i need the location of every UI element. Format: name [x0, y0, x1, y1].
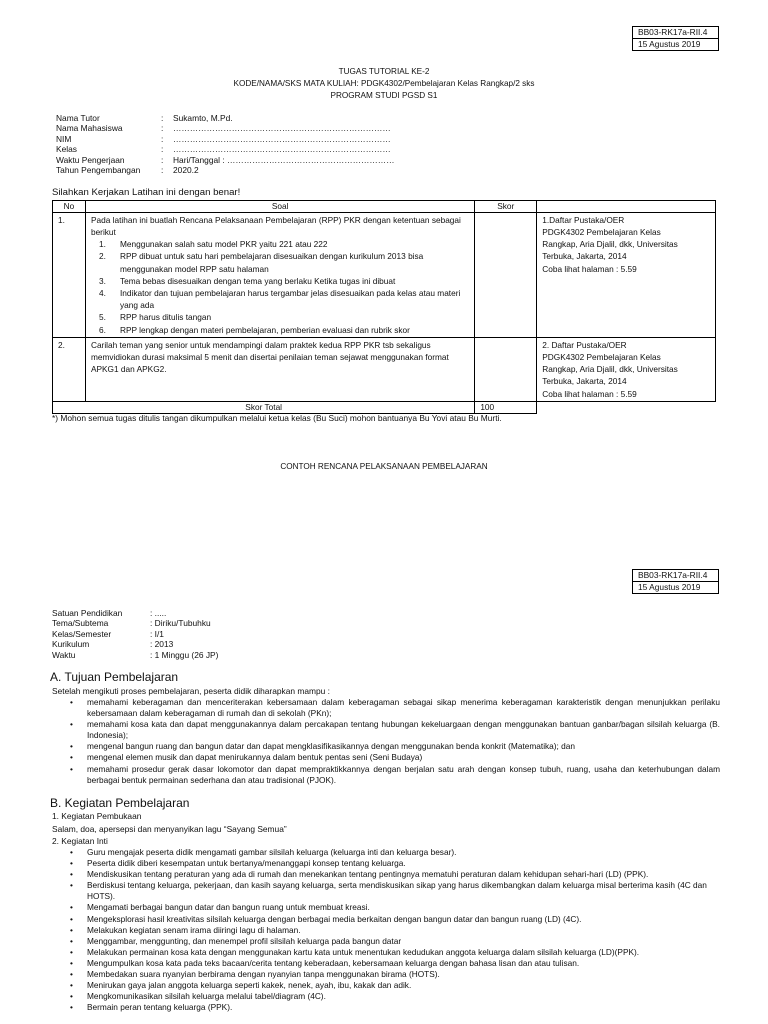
item-text: Indikator dan tujuan pembelajaran harus tergambar jelas disesuaikan pada kelas atau materi yang ada: [119, 288, 461, 311]
list-item: [70, 980, 720, 991]
table-header-row: [53, 201, 716, 213]
document-code-box: [632, 569, 719, 594]
score-cell: [475, 212, 537, 337]
reference-cell: [537, 337, 716, 401]
bullet: •: [70, 924, 73, 935]
info-value: : I/1: [150, 628, 164, 639]
list-item: [70, 1002, 720, 1013]
bullet: •: [70, 913, 73, 924]
document-date: 15 Agustus 2019: [633, 581, 719, 593]
reference-line: Terbuka, Jakarta, 2014: [542, 376, 627, 387]
info-sep: :: [161, 113, 164, 123]
item-text: Mendiskusikan tentang peraturan yang ada di rumah dan menekankan tentang pentingnya mematuhi peraturan dalam kehidupan sehari-hari (LD) (PPK).: [87, 869, 649, 880]
info-value: Hari/Tanggal : ……………………………………………………: [173, 154, 395, 165]
item-text: mengenal bangun ruang dan bangun datar dan dapat mengklasifikasikannya dengan menggunakan benda konkrit (Matematika); dan: [87, 741, 576, 752]
bullet: •: [70, 946, 73, 957]
info-key: Kelas/Semester: [52, 628, 112, 639]
table-row: [53, 337, 716, 401]
table-row: [53, 212, 716, 337]
item-text: memahami prosedur gerak dasar lokomotor dan dapat mempraktikkannya dengan berjalan satu arah dengan konsep tubuh, ruang, usaha dan keterhubungan dalam berbagai bentuk permainan sederhana dan atau tradisional (PJOK).: [87, 763, 720, 785]
bullet: •: [70, 957, 73, 968]
item-text: mengenal elemen musik dan dapat menirukannya dalam bentuk pentas seni (Seni Budaya): [87, 752, 423, 763]
info-key: Satuan Pendidikan: [52, 608, 123, 618]
question-cell: [85, 212, 474, 337]
list-item: [70, 869, 720, 880]
bullet: •: [70, 752, 73, 763]
total-label: Skor Total: [53, 401, 475, 413]
list-item: [70, 925, 720, 936]
bullet: •: [70, 697, 73, 707]
item-text: Melakukan permainan kosa kata dengan menggunakan kartu kata untuk menentukan kedudukan anggota keluarga dalam silsilah keluarga (LD)(PPK).: [87, 946, 640, 957]
header-soal: Soal: [85, 201, 474, 213]
info-key: NIM: [56, 133, 72, 144]
item-text: Mengeksplorasi hasil kreativitas silsilah keluarga dengan berbagai media berkaitan dengan bangun datar dan bangun ruang (LD) (4C).: [87, 913, 582, 924]
kegiatan-heading: B. Kegiatan Pembelajaran: [50, 796, 190, 810]
bullet: •: [70, 969, 73, 980]
reference-line: PDGK4302 Pembelajaran Kelas: [542, 352, 661, 363]
item-text: Mengkomunikasikan silsilah keluarga melalui tabel/diagram (4C).: [87, 991, 326, 1002]
item-text: Mengamati berbagai bangun datar dan bangun ruang untuk membuat kreasi.: [87, 902, 370, 913]
item-text: Bermain peran tentang keluarga (PPK).: [87, 1002, 233, 1013]
item-text: Berdiskusi tentang keluarga, pekerjaan, dan kasih sayang keluarga, serta mendiskusikan sikap yang harus dikembangkan dalam keluarga misal berterima kasih (4C dan HOTS).: [87, 880, 707, 902]
info-value: 2020.2: [173, 165, 199, 176]
info-row: [56, 123, 395, 133]
list-item: [70, 764, 720, 786]
title-line-3: PROGRAM STUDI PGSD S1: [330, 91, 438, 100]
title-line-2: KODE/NAMA/SKS MATA KULIAH: PDGK4302/Pembelajaran Kelas Rangkap/2 sks: [233, 79, 535, 88]
info-value: : Diriku/Tubuhku: [150, 618, 211, 629]
list-item: [70, 969, 720, 980]
document-code: BB03-RK17a-RII.4: [633, 27, 719, 39]
list-item: [70, 947, 720, 958]
item-text: Menggambar, menggunting, dan menempel profil silsilah keluarga pada bangun datar: [87, 935, 402, 946]
info-row: [52, 629, 218, 639]
info-value: : 1 Minggu (26 JP): [150, 649, 219, 660]
info-sep: :: [161, 123, 164, 134]
list-item: [99, 287, 469, 311]
item-text: Menggunakan salah satu model PKR yaitu 221 atau 222: [119, 239, 328, 250]
tujuan-list: [70, 697, 720, 786]
bullet: •: [70, 763, 73, 774]
info-value: ……………………………………………………………………: [173, 133, 391, 144]
bullet: •: [70, 980, 73, 991]
item-text: Membedakan suara nyanyian berbirama dengan nyanyian tanpa menggunakan birama (HOTS).: [87, 969, 440, 980]
item-text: RPP lengkap dengan materi pembelajaran, pemberian evaluasi dan rubrik skor: [119, 324, 410, 335]
item-text: memahami kosa kata dan dapat menggunakannya dalam percakapan tentang hubungan kekeluargaan dengan menggunakan bantuan ganbar/bagan silsilah keluarga (B. Indonesia);: [87, 719, 720, 741]
row-number: 1.: [53, 212, 86, 337]
bullet: •: [70, 935, 73, 946]
list-item: [70, 847, 720, 858]
list-item: [70, 697, 720, 719]
tujuan-intro: Setelah mengikuti proses pembelajaran, peserta didik diharapkan mampu :: [52, 686, 330, 696]
total-row: [53, 401, 716, 413]
info-key: Waktu Pengerjaan: [56, 154, 125, 165]
header-skor: Skor: [475, 201, 537, 213]
item-number: 2.: [98, 251, 106, 262]
reference-line: Coba lihat halaman : 5.59: [542, 263, 637, 274]
task-table: [52, 200, 716, 414]
item-text: RPP harus ditulis tangan: [119, 312, 212, 323]
list-item: [70, 741, 720, 752]
item-number: 6.: [98, 324, 106, 335]
list-item: [99, 324, 469, 336]
footnote: *) Mohon semua tugas ditulis tangan dikumpulkan melalui ketua kelas (Bu Suci) mohon bantuanya Bu Yovi atau Bu Murti.: [52, 413, 502, 423]
info-row: [52, 650, 218, 660]
list-item: [70, 936, 720, 947]
item-text: memahami keberagaman dan menceriterakan kebersamaan dalam keberagaman sebagai sikap menerima keberagaman karakteristik dengan menunjukkan perilaku kebersamaan dalam keberagaman di rumah dan di sekolah (PKn);: [87, 697, 720, 719]
bullet: •: [70, 880, 73, 891]
info-value: : .....: [150, 608, 167, 618]
info-key: Nama Mahasiswa: [56, 123, 123, 134]
total-value: 100: [475, 401, 537, 413]
kegiatan-list: [70, 847, 720, 1013]
item-number: 1.: [98, 239, 106, 250]
info-value: : 2013: [150, 639, 174, 650]
info-row: [56, 165, 395, 175]
list-item: [70, 914, 720, 925]
info-row: [52, 639, 218, 649]
bullet: •: [70, 1002, 73, 1013]
list-item: [99, 238, 469, 250]
bullet: •: [70, 847, 73, 857]
info-value: ……………………………………………………………………: [173, 144, 391, 155]
info-key: Tahun Pengembangan: [56, 165, 141, 176]
info-key: Nama Tutor: [56, 113, 100, 123]
student-info: [56, 113, 395, 175]
instruction-text: Silahkan Kerjakan Latihan ini dengan benar!: [52, 187, 241, 198]
kegiatan-sub1: 1. Kegiatan Pembukaan: [52, 811, 142, 821]
reference-line: Rangkap, Aria Djalil, dkk, Universitas: [542, 239, 678, 250]
list-item: [99, 311, 469, 323]
reference-line: 1.Daftar Pustaka/OER: [542, 214, 625, 225]
info-value: Sukamto, M.Pd.: [173, 113, 233, 123]
reference-cell: [537, 212, 716, 337]
bullet: •: [70, 719, 73, 730]
item-text: Peserta didik diberi kesempatan untuk bertanya/menanggapi konsep tentang keluarga.: [87, 858, 406, 869]
contoh-title: CONTOH RENCANA PELAKSANAAN PEMBELAJARAN: [280, 462, 488, 471]
document-date: 15 Agustus 2019: [633, 38, 719, 50]
list-item: [70, 752, 720, 763]
bullet: •: [70, 991, 73, 1002]
info-row: [52, 608, 218, 618]
question-cell: Carilah teman yang senior untuk mendampingi dalam praktek kedua RPP PKR tsb sekaligus memvidiokan durasi maksimal 5 menit dan disertai penilaian teman sejawat menggunakan format APKG1 dan APKG2.: [85, 337, 474, 401]
question-intro: Pada latihan ini buatlah Rencana Pelaksanaan Pembelajaran (RPP) PKR dengan ketentuan sebagai berikut: [90, 214, 461, 237]
item-text: RPP dibuat untuk satu hari pembelajaran disesuaikan dengan kurikulum 2013 bisa menggunakan model RPP satu halaman: [119, 251, 424, 274]
bullet: •: [70, 869, 73, 880]
total-empty: [537, 401, 716, 413]
document-code-box: [632, 26, 719, 51]
reference-line: PDGK4302 Pembelajaran Kelas: [542, 226, 661, 237]
list-item: [70, 858, 720, 869]
info-key: Kelas: [56, 144, 77, 155]
item-text: Mengumpulkan kosa kata pada teks bacaan/cerita tentang keberadaan, kebersamaan keluarga dengan bahasa lisan dan atau tulisan.: [87, 957, 580, 968]
info-row: [56, 144, 395, 154]
kegiatan-sub2: 2. Kegiatan Inti: [52, 836, 108, 846]
score-cell: [475, 337, 537, 401]
tujuan-heading: A. Tujuan Pembelajaran: [50, 670, 179, 684]
info-row: [56, 113, 395, 123]
info-key: Tema/Subtema: [52, 618, 109, 629]
info-value: ……………………………………………………………………: [173, 123, 391, 134]
bullet: •: [70, 858, 73, 869]
info-sep: :: [161, 154, 164, 165]
reference-line: Coba lihat halaman : 5.59: [542, 388, 637, 399]
list-item: [99, 275, 469, 287]
info-key: Waktu: [52, 649, 76, 660]
title-line-1: TUGAS TUTORIAL KE-2: [338, 67, 430, 76]
item-number: 5.: [98, 312, 106, 323]
requirement-list: [91, 238, 469, 336]
bullet: •: [70, 902, 73, 913]
info-sep: :: [161, 133, 164, 144]
bullet: •: [70, 741, 73, 752]
rpp-info: [52, 608, 218, 660]
info-sep: :: [161, 165, 164, 176]
kegiatan-sub1-text: Salam, doa, apersepsi dan menyanyikan lagu “Sayang Semua”: [52, 824, 287, 834]
list-item: [70, 880, 720, 902]
list-item: [70, 958, 720, 969]
document-code: BB03-RK17a-RII.4: [633, 570, 719, 582]
list-item: [70, 991, 720, 1002]
item-text: Guru mengajak peserta didik mengamati gambar silsilah keluarga (keluarga inti dan keluarga besar).: [87, 847, 457, 857]
list-item: [70, 719, 720, 741]
info-sep: :: [161, 144, 164, 155]
item-text: Tema bebas disesuaikan dengan tema yang berlaku Ketika tugas ini dibuat: [119, 275, 396, 286]
header-no: No: [53, 201, 86, 213]
reference-line: Terbuka, Jakarta, 2014: [542, 251, 627, 262]
item-text: Melakukan kegiatan senam irama diiringi lagu di halaman.: [87, 924, 301, 935]
info-row: [56, 134, 395, 144]
item-number: 3.: [98, 275, 106, 286]
list-item: [70, 902, 720, 913]
info-row: [52, 618, 218, 628]
info-key: Kurikulum: [52, 639, 90, 650]
reference-line: 2. Daftar Pustaka/OER: [542, 339, 627, 350]
row-number: 2.: [53, 337, 86, 401]
info-row: [56, 155, 395, 165]
item-number: 4.: [98, 288, 106, 298]
header-ref: [537, 201, 716, 213]
item-text: Menirukan gaya jalan anggota keluarga seperti kakek, nenek, ayah, ibu, kakak dan adik.: [87, 980, 412, 991]
list-item: [99, 250, 469, 274]
reference-line: Rangkap, Aria Djalil, dkk, Universitas: [542, 364, 678, 375]
